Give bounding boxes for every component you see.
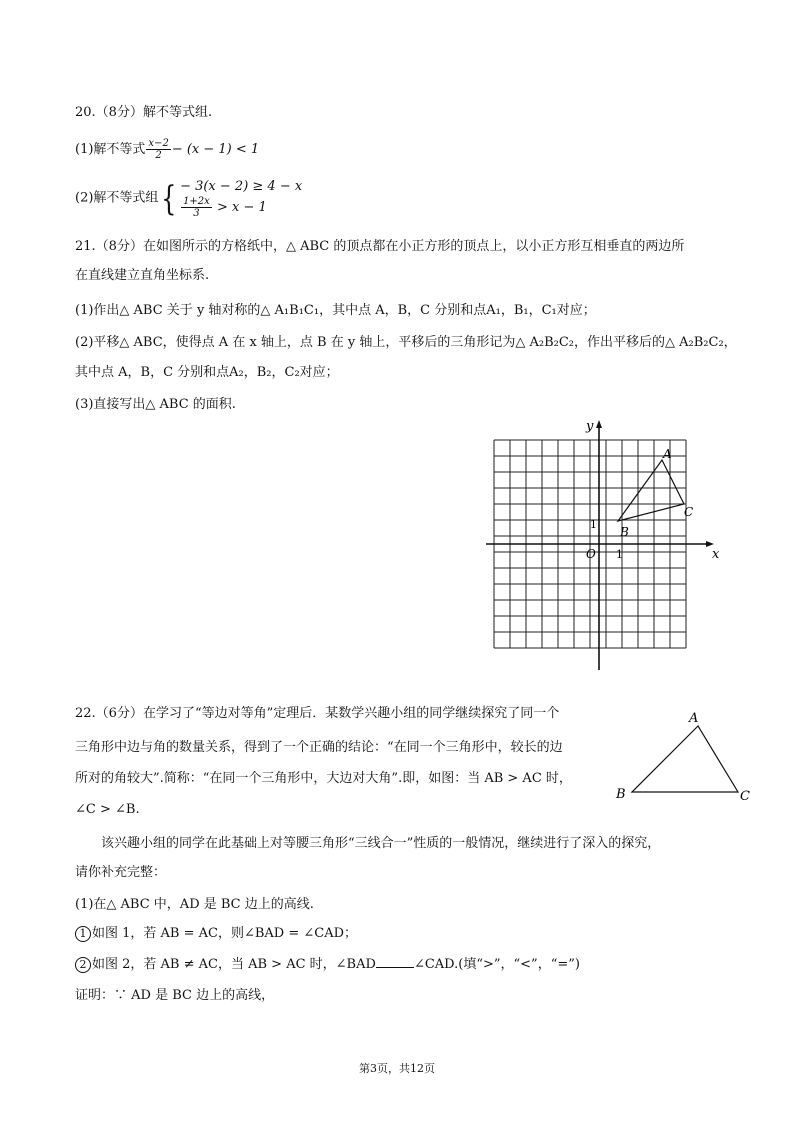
q22-vertex-a-label: A — [689, 711, 699, 726]
origin-label: O — [586, 547, 596, 561]
q21-grid-figure — [480, 418, 730, 674]
system-brace-icon: { — [161, 178, 177, 219]
answer-blank[interactable] — [376, 955, 414, 968]
q22-line5: 该兴趣小组的同学在此基础上对等腰三角形“三线合一”性质的一般情况，继续进行了深入的探究， — [101, 836, 661, 851]
circled-number-2: 2 — [75, 957, 91, 973]
y-axis-arrow-icon — [596, 420, 602, 428]
q22-vertex-b-label: B — [616, 787, 626, 802]
q21-line1: 21.（8分）在如图所示的方格纸中，△ ABC 的顶点都在小正方形的顶点上，以小正方形互相垂直的两边所 — [75, 239, 685, 254]
q20-part2 — [75, 178, 302, 219]
q22-line9 — [75, 955, 580, 975]
q21-part1: (1)作出△ ABC 关于 y 轴对称的△ A₁B₁C₁，其中点 A，B，C 分别和点A₁，B₁，C₁对应； — [75, 303, 596, 318]
vertex-b-label: B — [620, 525, 629, 539]
q21-part2a: (2)平移△ ABC，使得点 A 在 x 轴上，点 B 在 y 轴上，平移后的三角形记为△ A₂B₂C₂，作出平移后的△ A₂B₂C₂， — [75, 335, 737, 350]
q20-system — [180, 178, 302, 219]
q20-system-fraction — [181, 196, 212, 219]
triangle-abc — [618, 460, 684, 521]
q21-line2: 在直线建立直角坐标系. — [75, 268, 210, 283]
y-unit-label: 1 — [590, 518, 597, 531]
q22-line10: 证明：∵ AD 是 BC 边上的高线， — [75, 988, 275, 1003]
q22-line7: (1)在△ ABC 中，AD 是 BC 边上的高线. — [75, 897, 314, 912]
vertex-a-label: A — [663, 447, 672, 461]
x-unit-label: 1 — [616, 548, 623, 561]
q22-line8 — [75, 924, 357, 944]
vertex-c-label: C — [684, 505, 694, 519]
circled-number-1: 1 — [75, 926, 91, 942]
q20-heading: 20.（8分）解不等式组. — [75, 105, 213, 120]
y-axis-label: y — [586, 419, 594, 434]
q20-part2-prefix: (2)解不等式组 — [75, 190, 159, 206]
q20-part1-rest: − (x − 1) < 1 — [171, 142, 260, 157]
q21-part2b: 其中点 A，B，C 分别和点A₂，B₂，C₂对应； — [75, 365, 339, 380]
q20-system-line2: > x − 1 — [216, 200, 267, 215]
q20-system-denominator: 3 — [193, 208, 200, 219]
q22-line9-text-b: ∠CAD.(填“>”，“<”，“=”) — [413, 957, 580, 972]
q20-part1 — [75, 138, 259, 161]
q22-line3: 所对的角较大”.简称：“在同一个三角形中，大边对大角”.即，如图：当 AB > AC 时， — [75, 771, 572, 786]
q20-part1-numerator: x−2 — [148, 138, 169, 149]
q22-line2: 三角形中边与角的数量关系，得到了一个正确的结论：“在同一个三角形中，较长的边 — [75, 740, 563, 755]
q22-line9-text-a: 如图 2，若 AB ≠ AC，当 AB > AC 时，∠BAD — [92, 957, 376, 972]
q20-part1-prefix: (1)解不等式 — [75, 142, 146, 157]
q22-line8-text: 如图 1，若 AB = AC，则∠BAD = ∠CAD； — [92, 926, 358, 941]
q20-system-numerator: 1+2x — [183, 196, 210, 207]
triangle-abc-q22 — [632, 726, 738, 792]
q22-line6: 请你补充完整： — [75, 865, 167, 880]
x-axis-label: x — [712, 547, 720, 562]
page-footer: 第3页，共12页 — [359, 1062, 435, 1075]
q21-part3: (3)直接写出△ ABC 的面积. — [75, 397, 236, 412]
q22-triangle-figure — [612, 708, 762, 804]
q22-line1: 22.（6分）在学习了“等边对等角”定理后．某数学兴趣小组的同学继续探究了同一个 — [75, 706, 560, 721]
q20-system-line1: − 3(x − 2) ≥ 4 − x — [180, 179, 303, 194]
q20-part1-denominator: 2 — [155, 150, 162, 161]
q22-line4: ∠C > ∠B. — [75, 802, 140, 817]
q20-part1-fraction — [146, 138, 170, 161]
q22-vertex-c-label: C — [740, 789, 750, 804]
